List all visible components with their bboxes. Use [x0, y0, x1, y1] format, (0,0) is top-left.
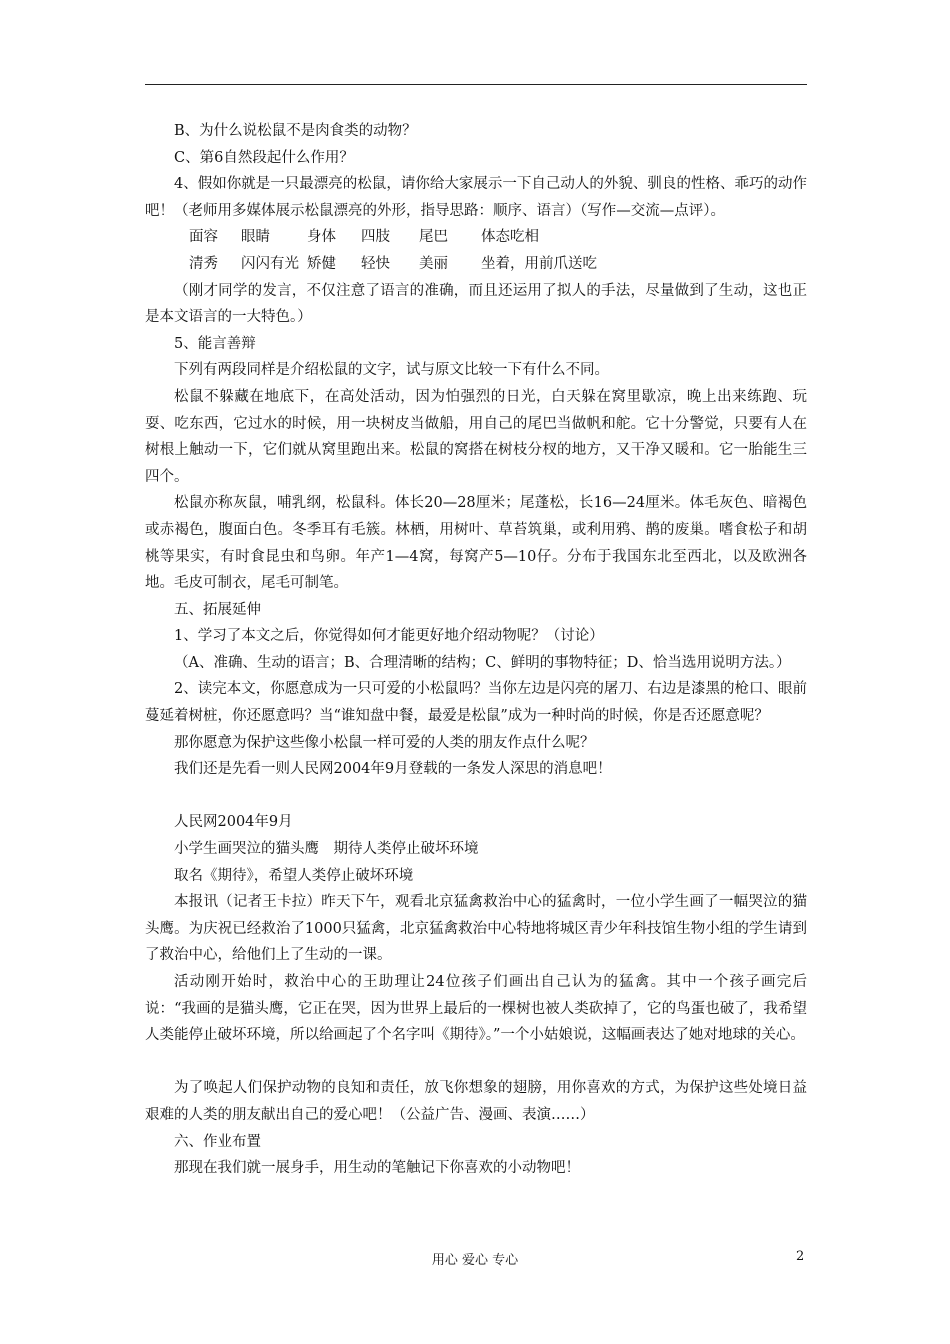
feature-value: 坐着，用前爪送吃: [481, 255, 597, 272]
spacer: [145, 1049, 807, 1076]
news-headline: 小学生画哭泣的猫头鹰 期待人类停止破坏环境: [174, 841, 479, 858]
news-paragraph: 活动刚开始时，救治中心的王助理让24位孩子们画出自己认为的猛禽。其中一个孩子画完后说：“我画的是猫头鹰，它正在哭，因为世界上最后的一棵树也被人类砍掉了，它的鸟蛋也破了，我希望人类能停止破坏环境，所以给画起了个名字叫《期待》。”一个小姑娘说，这幅画表达了她对地球的关心。: [145, 974, 807, 1044]
feature-value: 矫健: [307, 255, 336, 272]
feature-header: 体态吃相: [481, 229, 539, 246]
spacer: [145, 783, 807, 810]
paragraph: （A、准确、生动的语言；B、合理清晰的结构；C、鲜明的事物特征；D、恰当选用说明方法。）: [174, 654, 791, 671]
paragraph: 为了唤起人们保护动物的良知和责任，放飞你想象的翅膀，用你喜欢的方式，为保护这些处境日益艰难的人类的朋友献出自己的爱心吧！（公益广告、漫画、表演……）: [145, 1080, 807, 1123]
paragraph: 那你愿意为保护这些像小松鼠一样可爱的人类的朋友作点什么呢？: [174, 734, 595, 751]
paragraph: 1、学习了本文之后，你觉得如何才能更好地介绍动物呢？（讨论）: [174, 628, 604, 645]
teacher-comment: （刚才同学的发言，不仅注意了语言的准确，而且还运用了拟人的手法，尽量做到了生动，这也正是本文语言的一大特色。）: [145, 282, 807, 326]
paragraph: 松鼠不躲藏在地底下，在高处活动，因为怕强烈的日光，白天躲在窝里歇凉，晚上出来练跑、玩耍、吃东西，它过水的时候，用一块树皮当做船，用自己的尾巴当做帆和舵。它十分警觉，只要有人在树根上触动一下，它们就从窝里跑出来。松鼠的窝搭在树枝分杈的地方，又干净又暖和。它一胎能生三四个。: [145, 388, 807, 485]
paragraph: 那现在我们就一展身手，用生动的笔触记下你喜欢的小动物吧！: [174, 1160, 580, 1177]
section-heading: 5、能言善辩: [174, 335, 256, 352]
feature-value: 闪闪有光: [241, 255, 299, 272]
feature-header: 身体: [307, 229, 336, 246]
question-b: B、为什么说松鼠不是肉食类的动物？: [174, 123, 417, 139]
footer-motto: 用心 爱心 专心: [431, 1253, 519, 1268]
feature-header-row: [145, 224, 807, 251]
paragraph: 松鼠亦称灰鼠，哺乳纲，松鼠科。体长20—28厘米；尾蓬松，长16—24厘米。体毛灰色、暗褐色或赤褐色，腹面白色。冬季耳有毛簇。林栖，用树叶、草苔筑巢，或利用鸦、鹊的废巢。嗜食松子和胡桃等果实，有时食昆虫和鸟卵。年产1—4窝，每窝产5—10仔。分布于我国东北至西北，以及欧洲各地。毛皮可制衣，尾毛可制笔。: [145, 495, 807, 592]
feature-value: 轻快: [361, 255, 390, 272]
feature-header: 四肢: [361, 229, 390, 246]
news-source: 人民网2004年9月: [174, 814, 293, 831]
page-number: 2: [796, 1249, 805, 1264]
question-c: C、第6自然段起什么作用？: [174, 149, 354, 166]
header-rule: [145, 84, 807, 85]
section-heading: 六、作业布置: [174, 1133, 261, 1150]
feature-value: 美丽: [419, 255, 448, 272]
document-body: [145, 118, 807, 1182]
paragraph: 2、读完本文，你愿意成为一只可爱的小松鼠吗？当你左边是闪亮的屠刀、右边是漆黑的枪口、眼前蔓延着树桩，你还愿意吗？当“谁知盘中餐，最爱是松鼠”成为一种时尚的时候，你是否还愿意呢？: [145, 681, 807, 725]
news-paragraph: 本报讯（记者王卡拉）昨天下午，观看北京猛禽救治中心的猛禽时，一位小学生画了一幅哭泣的猫头鹰。为庆祝已经救治了1000只猛禽，北京猛禽救治中心特地将城区青少年科技馆生物小组的学生请到了救治中心，给他们上了生动的一课。: [145, 894, 807, 964]
paragraph: 我们还是先看一则人民网2004年9月登载的一条发人深思的消息吧！: [174, 761, 612, 778]
feature-header: 面容: [189, 229, 218, 246]
feature-header: 尾巴: [419, 229, 448, 246]
paragraph: 下列有两段同样是介绍松鼠的文字，试与原文比较一下有什么不同。: [174, 362, 609, 379]
question-4: 4、假如你就是一只最漂亮的松鼠，请你给大家展示一下自己动人的外貌、驯良的性格、乖巧的动作吧！（老师用多媒体展示松鼠漂亮的外形，指导思路：顺序、语言）（写作—交流—点评）。: [145, 176, 807, 219]
feature-value: 清秀: [189, 255, 218, 272]
feature-value-row: [145, 251, 807, 278]
news-subheadline: 取名《期待》，希望人类停止破坏环境: [174, 867, 414, 884]
section-heading: 五、拓展延伸: [174, 601, 261, 618]
feature-header: 眼睛: [241, 229, 270, 246]
